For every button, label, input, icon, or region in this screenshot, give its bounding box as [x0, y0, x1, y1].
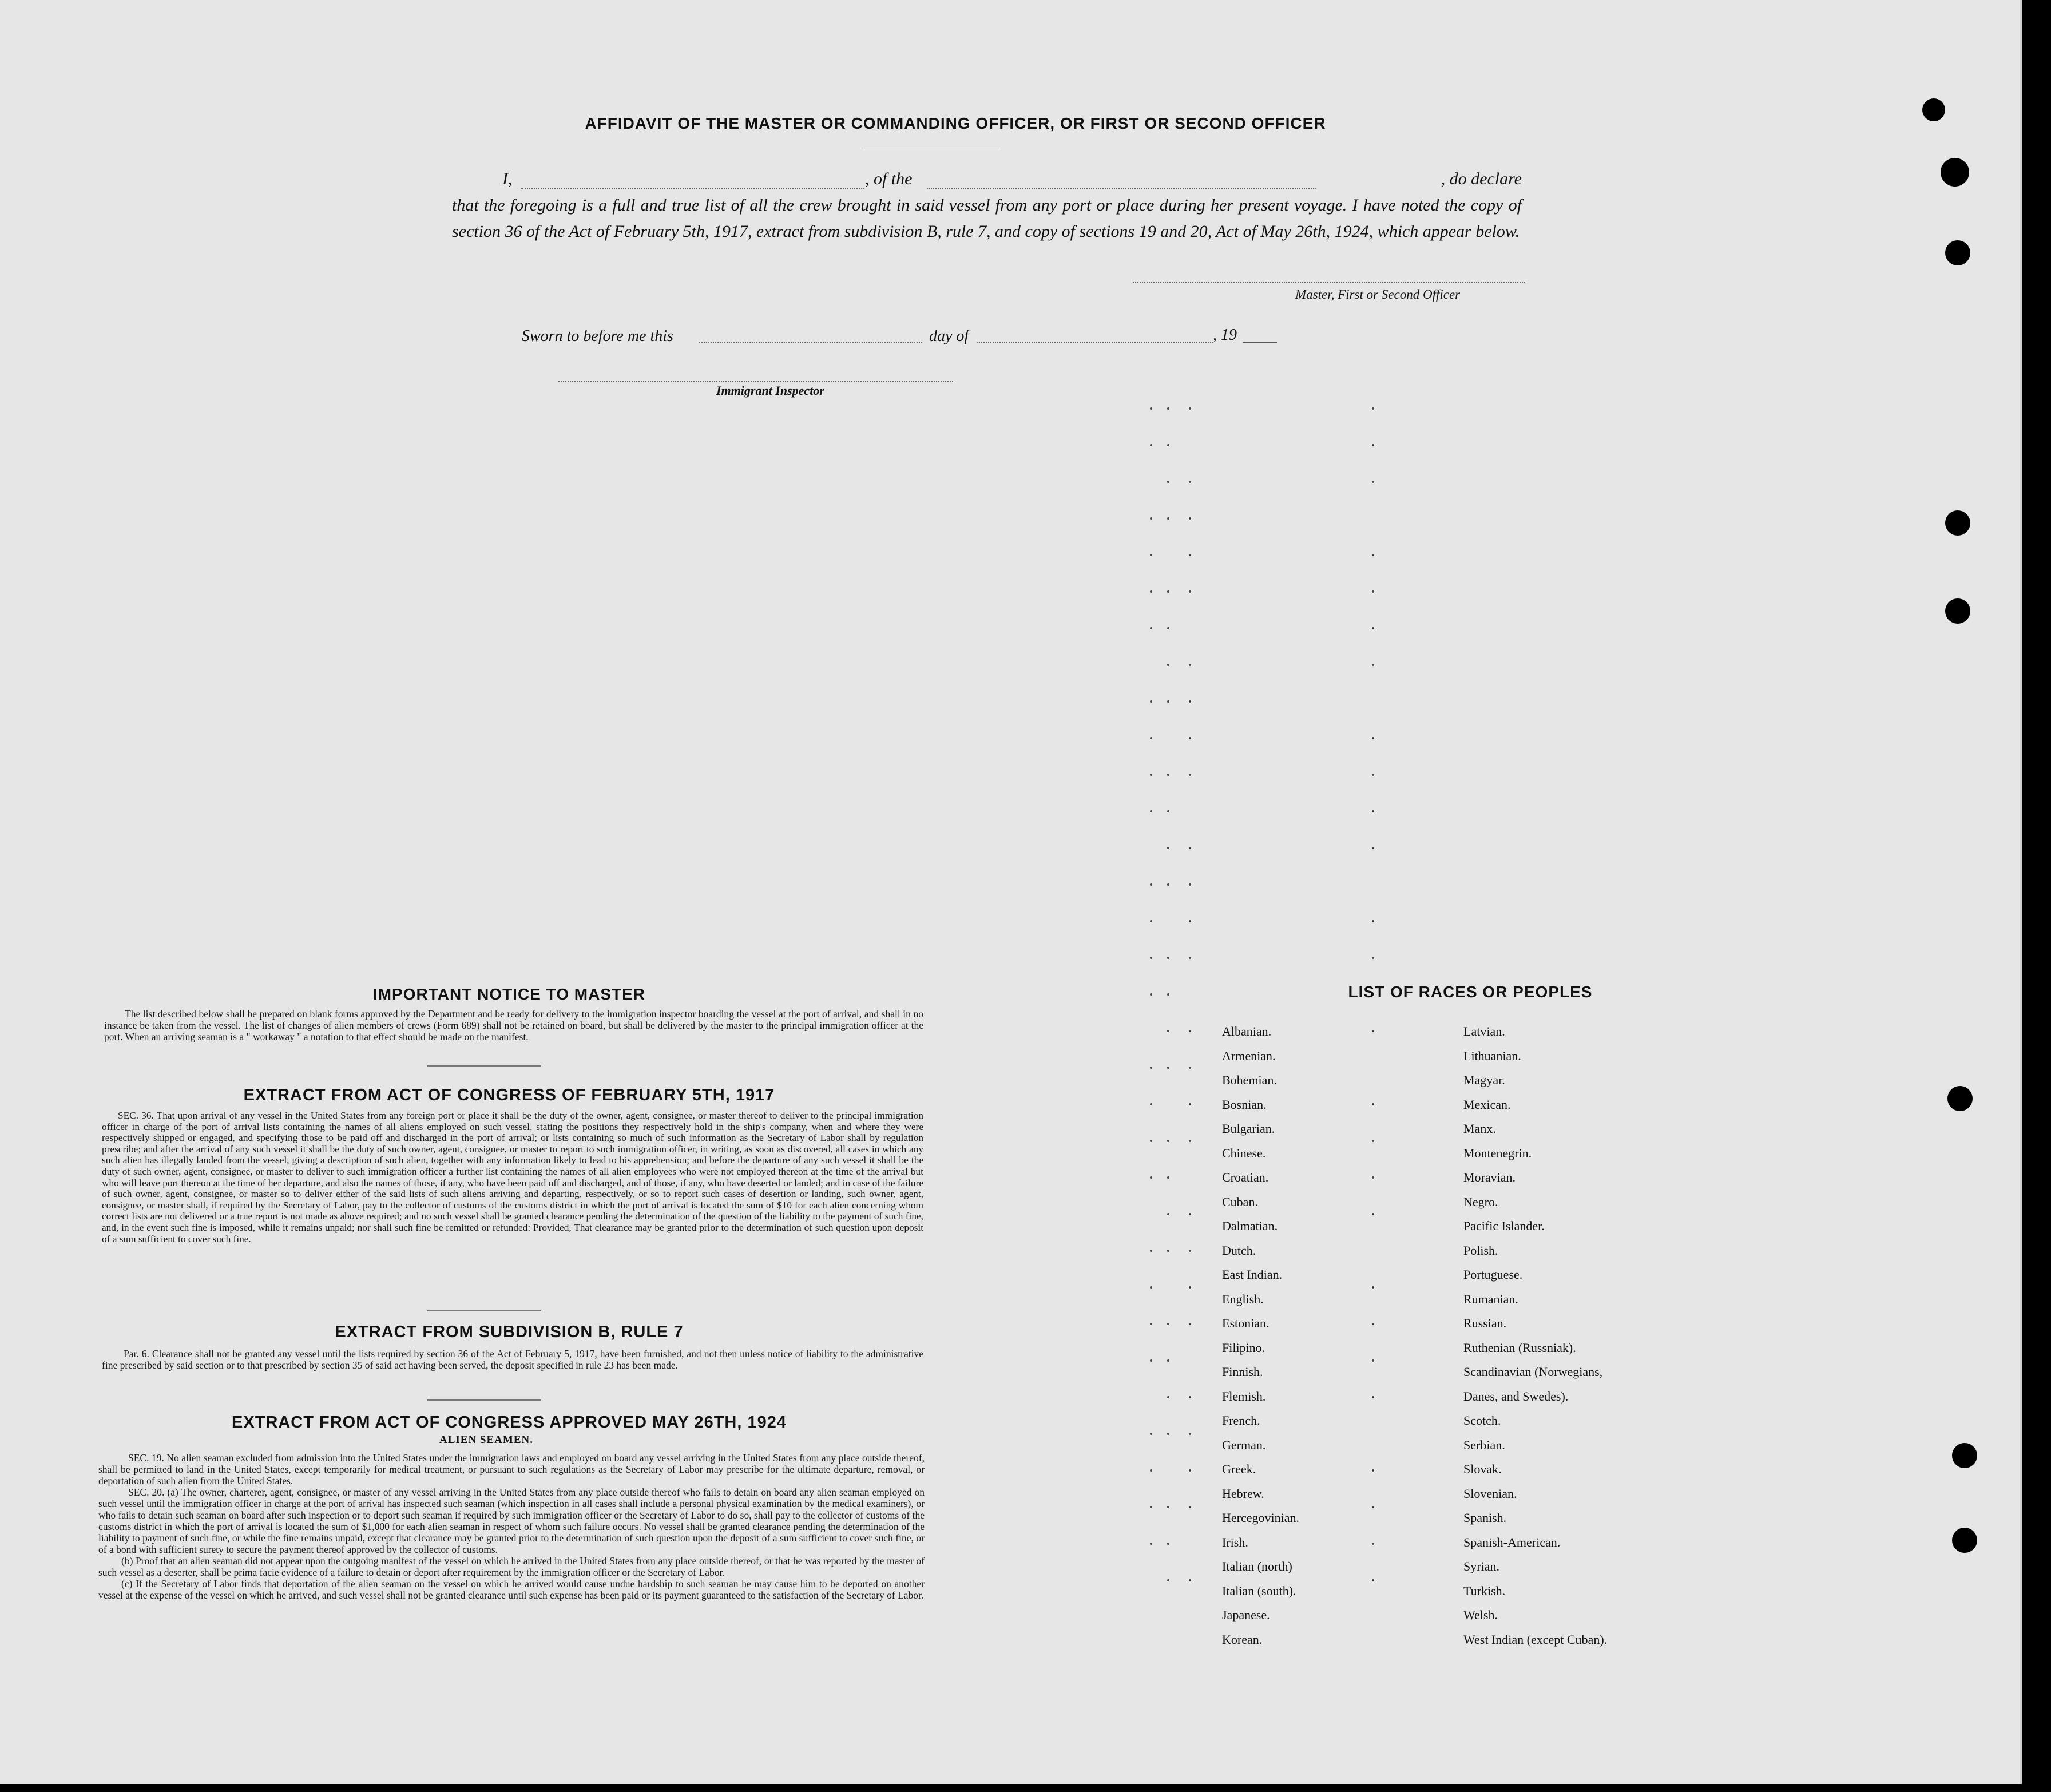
- race-item: Hebrew.: [1222, 1486, 1264, 1501]
- extract-1924-title: EXTRACT FROM ACT OF CONGRESS APPROVED MAY 26TH, 1924: [232, 1413, 787, 1432]
- speck: [1372, 1506, 1374, 1508]
- officer-signature-label: Master, First or Second Officer: [1295, 287, 1461, 302]
- speck: [1167, 1067, 1169, 1069]
- extract-1917-title: EXTRACT FROM ACT OF CONGRESS OF FEBRUARY 5TH, 1917: [243, 1086, 775, 1104]
- speck: [1167, 700, 1169, 703]
- speck: [1372, 1323, 1374, 1325]
- speck: [1189, 1250, 1191, 1252]
- speck: [1189, 1103, 1191, 1105]
- affidavit-title: AFFIDAVIT OF THE MASTER OR COMMANDING OFFICER, OR FIRST OR SECOND OFFICER: [585, 114, 1326, 132]
- race-item: Slovenian.: [1463, 1486, 1517, 1501]
- race-item: Chinese.: [1222, 1145, 1266, 1160]
- race-item: Cuban.: [1222, 1194, 1258, 1209]
- speck: [1189, 700, 1191, 703]
- race-item: Mexican.: [1463, 1097, 1511, 1112]
- speck: [1150, 1140, 1152, 1142]
- speck: [1189, 920, 1191, 922]
- speck: [1167, 481, 1169, 483]
- race-item: Manx.: [1463, 1121, 1496, 1136]
- inspector-label: Immigrant Inspector: [716, 383, 824, 398]
- affidavit-statement: [452, 166, 1522, 245]
- speck: [1167, 774, 1169, 776]
- speck: [1150, 1250, 1152, 1252]
- speck: [1167, 1506, 1169, 1508]
- speck: [1372, 1030, 1374, 1032]
- speck: [1167, 847, 1169, 849]
- speck: [1150, 1323, 1152, 1325]
- affidavit-body: that the foregoing is a full and true list of all the crew brought in said vessel from any port or place during her present voyage. I have noted the copy of section 36 of the Act of February 5th, 1917, extract from subdivision B, rule 7, and copy of sections 19 and 20, Act of May 26th, 1924, which appear below.: [452, 196, 1522, 241]
- divider: [427, 1065, 541, 1067]
- speck: [1372, 1579, 1374, 1581]
- race-item: Albanian.: [1222, 1024, 1272, 1038]
- speck: [1150, 957, 1152, 959]
- speck: [1150, 993, 1152, 996]
- speck: [1189, 1433, 1191, 1435]
- speck: [1167, 627, 1169, 629]
- speck: [1150, 883, 1152, 886]
- speck: [1372, 627, 1374, 629]
- speck: [1189, 737, 1191, 739]
- speck: [1372, 810, 1374, 812]
- speck: [1150, 517, 1152, 520]
- speck: [1372, 1543, 1374, 1545]
- speck: [1189, 1140, 1191, 1142]
- race-item: Irish.: [1222, 1535, 1248, 1549]
- races-right-column: [1463, 1020, 1607, 1652]
- race-item: English.: [1222, 1291, 1264, 1306]
- speck: [1167, 993, 1169, 996]
- extract-rule7-body: Par. 6. Clearance shall not be granted any vessel until the lists required by section 36 of the Act of February 5, 1917, have been furnished, and not then unless notice of liability to the administrative fine prescribed by said section or to that prescribed by section 35 of said act having been served, the deposit specified in rule 23 has been made.: [102, 1348, 923, 1371]
- i-label: I,: [502, 169, 513, 188]
- speck: [1189, 1323, 1191, 1325]
- extract-rule7-title: EXTRACT FROM SUBDIVISION B, RULE 7: [335, 1323, 684, 1341]
- speck: [1189, 1396, 1191, 1398]
- speck: [1150, 700, 1152, 703]
- speck: [1372, 407, 1374, 410]
- speck: [1150, 1469, 1152, 1472]
- races-left-column: [1222, 1020, 1299, 1652]
- speck: [1189, 517, 1191, 520]
- speck: [1372, 847, 1374, 849]
- speck: [1167, 590, 1169, 593]
- name-field[interactable]: [521, 173, 864, 189]
- declaration-line: [452, 166, 1522, 192]
- speck: [1189, 1067, 1191, 1069]
- speck: [1189, 774, 1191, 776]
- race-item: Ruthenian (Russniak).: [1463, 1340, 1576, 1355]
- speck: [1189, 1579, 1191, 1581]
- speck: [1372, 920, 1374, 922]
- extract-1924-subtitle: ALIEN SEAMEN.: [439, 1434, 533, 1446]
- race-item: Korean.: [1222, 1632, 1263, 1647]
- race-item: West Indian (except Cuban).: [1463, 1632, 1608, 1647]
- speck: [1150, 1103, 1152, 1105]
- race-item: Russian.: [1463, 1316, 1507, 1330]
- year-field[interactable]: [1243, 342, 1277, 343]
- race-item: Bosnian.: [1222, 1097, 1267, 1112]
- vessel-field[interactable]: [927, 173, 1316, 189]
- races-title: LIST OF RACES OR PEOPLES: [1348, 983, 1593, 1001]
- speck: [1189, 1506, 1191, 1508]
- inspector-signature-line[interactable]: [558, 381, 953, 382]
- notice-body: The list described below shall be prepared on blank forms approved by the Department and be ready for delivery to the immigration inspector boarding the vessel at the port of arrival, and shall in no instance be taken from the vessel. The list of changes of alien members of crews (Form 689) shall not be retained on board, but shall be delivered by the master to the principal immigration officer at the port. When an arriving seaman is a " workaway " a notation to that effect should be made on the manifest.: [104, 1008, 923, 1042]
- race-item: Welsh.: [1463, 1608, 1498, 1622]
- speck: [1167, 883, 1169, 886]
- speck: [1167, 1030, 1169, 1032]
- sec20b-text: (b) Proof that an alien seaman did not appear upon the outgoing manifest of the vessel on which he arrived in the United States from any place outside thereof, or that he was reported by the master of such vessel as a deserter, shall be prima facie evidence of a failure to detain or deport after requirement by the immigration officer or the Secretary of Labor.: [98, 1555, 925, 1578]
- race-item: Magyar.: [1463, 1073, 1505, 1087]
- race-item: Syrian.: [1463, 1559, 1499, 1573]
- speck: [1167, 1140, 1169, 1142]
- race-item: Scotch.: [1463, 1413, 1501, 1428]
- speck: [1189, 1469, 1191, 1472]
- divider: [427, 1399, 541, 1401]
- sworn-month-field[interactable]: [977, 342, 1213, 343]
- speck: [1150, 737, 1152, 739]
- race-item: German.: [1222, 1437, 1266, 1452]
- race-item: Portuguese.: [1463, 1267, 1523, 1282]
- speck: [1167, 810, 1169, 812]
- punch-hole: [1947, 1086, 1973, 1111]
- punch-hole: [1952, 1528, 1977, 1553]
- punch-hole: [1941, 158, 1969, 187]
- race-item: Bohemian.: [1222, 1073, 1277, 1087]
- speck: [1189, 883, 1191, 886]
- speck: [1372, 590, 1374, 593]
- speck: [1189, 554, 1191, 556]
- race-item: Dalmatian.: [1222, 1219, 1278, 1233]
- speck: [1189, 1286, 1191, 1289]
- speck: [1150, 444, 1152, 446]
- race-item: Flemish.: [1222, 1389, 1266, 1404]
- speck: [1189, 407, 1191, 410]
- speck: [1150, 1433, 1152, 1435]
- speck: [1372, 481, 1374, 483]
- race-item: Estonian.: [1222, 1316, 1270, 1330]
- speck: [1167, 1433, 1169, 1435]
- race-item: Negro.: [1463, 1194, 1498, 1209]
- race-item: Japanese.: [1222, 1608, 1270, 1622]
- speck: [1372, 1140, 1374, 1142]
- speck: [1167, 517, 1169, 520]
- speck: [1150, 1506, 1152, 1508]
- speck: [1372, 1103, 1374, 1105]
- race-item: Polish.: [1463, 1243, 1498, 1258]
- speck: [1167, 1323, 1169, 1325]
- day-of-label: day of: [929, 327, 969, 345]
- speck: [1372, 664, 1374, 666]
- speck: [1150, 774, 1152, 776]
- speck: [1189, 957, 1191, 959]
- speck: [1167, 1213, 1169, 1215]
- speck: [1150, 407, 1152, 410]
- speck: [1150, 1359, 1152, 1362]
- race-item: Serbian.: [1463, 1437, 1505, 1452]
- do-declare-label: , do declare: [1441, 169, 1522, 188]
- race-item: Latvian.: [1463, 1024, 1505, 1038]
- sec19-text: SEC. 19. No alien seaman excluded from admission into the United States under the immigration laws and employed on board any vessel arriving in the United States from any place outside thereof, shall be permitted to land in the United States, except temporarily for medical treatment, or pursuant to such regulations as the Secretary of Labor may prescribe for the ultimate departure, removal, or deportation of such alien from the United States.: [98, 1452, 925, 1486]
- race-item: Spanish.: [1463, 1510, 1507, 1525]
- speck: [1150, 590, 1152, 593]
- divider: [427, 1310, 541, 1311]
- speck: [1167, 1579, 1169, 1581]
- speck: [1150, 627, 1152, 629]
- speck: [1150, 1286, 1152, 1289]
- race-item: Finnish.: [1222, 1365, 1263, 1379]
- punch-hole: [1952, 1443, 1977, 1468]
- extract-1917-body: SEC. 36. That upon arrival of any vessel in the United States from any foreign port or place it shall be the duty of the owner, agent, consignee, or master thereof to deliver to the principal immigration officer in charge of the port of arrival lists containing the names of all aliens employed on such vessel, stating the positions they respectively hold in the ship's company, when and where they were respectively shipped or engaged, and specifying those to be paid off and discharged in the port of arrival; or lists containing so much of such information as the Secretary of Labor shall by regulation prescribe; and after the arrival of any such vessel it shall be the duty of such owner, agent, consignee, or master to report to such immigration officer, in writing, as soon as discovered, all cases in which any such alien has illegally landed from the vessel, giving a description of such alien, together with any information likely to lead to his apprehension; and before the departure of any such vessel it shall be the duty of such owner, agent, consignee, or master to deliver to such immigration officer a further list containing the names of all alien employees who were not employed thereon at the time of the arrival but who will leave port thereon at the time of her departure, and also the names of those, if any, who have been paid off and discharged, and of those, if any, who have deserted or landed; and in case of the failure of such owner, agent, consignee, or master so to deliver either of the said lists of such aliens arriving and departing, respectively, or so to report such cases of desertion or landing, such owner, agent, consignee, or master shall, if required by the Secretary of Labor, pay to the collector of customs of the customs district in which the port of arrival is located the sum of $10 for each alien concerning whom correct lists are not delivered or a true report is not made as above required; and no such vessel shall be granted clearance pending the determination of the question of the liability to the payment of such fine, and, in the event such fine is imposed, while it remains unpaid; nor shall such fine be remitted or refunded: Provided, That clearance may be granted prior to the determination of such question upon deposit of a sum sufficient to cover such fine.: [102, 1110, 923, 1244]
- race-item: Slovak.: [1463, 1462, 1502, 1476]
- speck: [1167, 1176, 1169, 1179]
- speck: [1167, 1396, 1169, 1398]
- race-item: Hercegovinian.: [1222, 1510, 1299, 1525]
- speck: [1167, 664, 1169, 666]
- speck: [1372, 957, 1374, 959]
- race-item: Greek.: [1222, 1462, 1256, 1476]
- race-item: East Indian.: [1222, 1267, 1283, 1282]
- speck: [1372, 737, 1374, 739]
- sworn-day-field[interactable]: [699, 342, 922, 343]
- punch-hole: [1945, 598, 1970, 624]
- notice-title: IMPORTANT NOTICE TO MASTER: [372, 985, 646, 1003]
- race-item: Italian (north): [1222, 1559, 1292, 1573]
- speck: [1372, 1286, 1374, 1289]
- speck: [1150, 920, 1152, 922]
- race-item: Pacific Islander.: [1463, 1219, 1545, 1233]
- race-item: Moravian.: [1463, 1170, 1516, 1184]
- punch-hole: [1945, 240, 1970, 265]
- speck: [1372, 1359, 1374, 1362]
- punch-hole: [1922, 98, 1945, 121]
- speck: [1167, 407, 1169, 410]
- year-label: , 19: [1213, 326, 1237, 344]
- speck: [1189, 1213, 1191, 1215]
- speck: [1150, 1067, 1152, 1069]
- speck: [1150, 1543, 1152, 1545]
- speck: [1372, 1213, 1374, 1215]
- race-item: Lithuanian.: [1463, 1048, 1521, 1063]
- punch-hole: [1945, 510, 1970, 536]
- speck: [1372, 444, 1374, 446]
- speck: [1372, 554, 1374, 556]
- speck: [1372, 774, 1374, 776]
- speck: [1167, 1359, 1169, 1362]
- speck: [1372, 1396, 1374, 1398]
- race-item: Danes, and Swedes).: [1463, 1389, 1569, 1404]
- sec20c-text: (c) If the Secretary of Labor finds that deportation of the alien seaman on the vessel on which he arrived would cause undue hardship to such seaman he may cause him to be deported on another vessel at the expense of the vessel on which he arrived, and such vessel shall not be granted clearance until such expense has been paid or its payment guaranteed to the satisfaction of the Secretary of Labor.: [98, 1578, 925, 1601]
- race-item: Filipino.: [1222, 1340, 1265, 1355]
- sec20a-text: SEC. 20. (a) The owner, charterer, agent, consignee, or master of any vessel arriving in the United States from any place outside thereof who fails to detain on board any alien seaman employed on such vessel until the immigration officer in charge at the port of arrival has inspected such seaman (which inspection in all cases shall include a personal physical examination by the medical examiners), or who fails to detain such seaman on board after such inspection or to deport such seaman if required by such immigration officer or the Secretary of Labor to do so, shall pay to the collector of customs of the customs district in which the port of arrival is located the sum of $1,000 for each alien seaman in respect of whom such failure occurs. No vessel shall be granted clearance pending the determination of the liability to payment of such fine, or while the fine remains unpaid, except that clearance may be granted prior to the determination of such question upon the deposit of a sum sufficient to cover such fine, or of a bond with sufficient surety to secure the payment thereof approved by the collector of customs.: [98, 1486, 925, 1555]
- race-item: Turkish.: [1463, 1583, 1506, 1598]
- speck: [1150, 810, 1152, 812]
- speck: [1189, 481, 1191, 483]
- extract-1924-sections: [98, 1452, 925, 1601]
- speck: [1372, 1469, 1374, 1472]
- speck: [1189, 664, 1191, 666]
- race-item: Spanish-American.: [1463, 1535, 1561, 1549]
- of-the-label: , of the: [865, 169, 913, 188]
- speck: [1167, 1250, 1169, 1252]
- race-item: Croatian.: [1222, 1170, 1269, 1184]
- speck: [1167, 957, 1169, 959]
- speck: [1189, 847, 1191, 849]
- race-item: Scandinavian (Norwegians,: [1463, 1365, 1603, 1379]
- race-item: Rumanian.: [1463, 1291, 1518, 1306]
- race-item: Dutch.: [1222, 1243, 1256, 1258]
- speck: [1150, 1176, 1152, 1179]
- race-item: Armenian.: [1222, 1048, 1276, 1063]
- race-item: Montenegrin.: [1463, 1145, 1532, 1160]
- speck: [1372, 1176, 1374, 1179]
- speck: [1150, 554, 1152, 556]
- race-item: French.: [1222, 1413, 1260, 1428]
- officer-signature-line[interactable]: [1133, 282, 1525, 283]
- speck: [1167, 444, 1169, 446]
- speck: [1189, 1030, 1191, 1032]
- race-item: Bulgarian.: [1222, 1121, 1275, 1136]
- speck: [1189, 590, 1191, 593]
- race-item: Italian (south).: [1222, 1583, 1296, 1598]
- speck: [1167, 1543, 1169, 1545]
- sworn-label: Sworn to before me this: [522, 327, 673, 345]
